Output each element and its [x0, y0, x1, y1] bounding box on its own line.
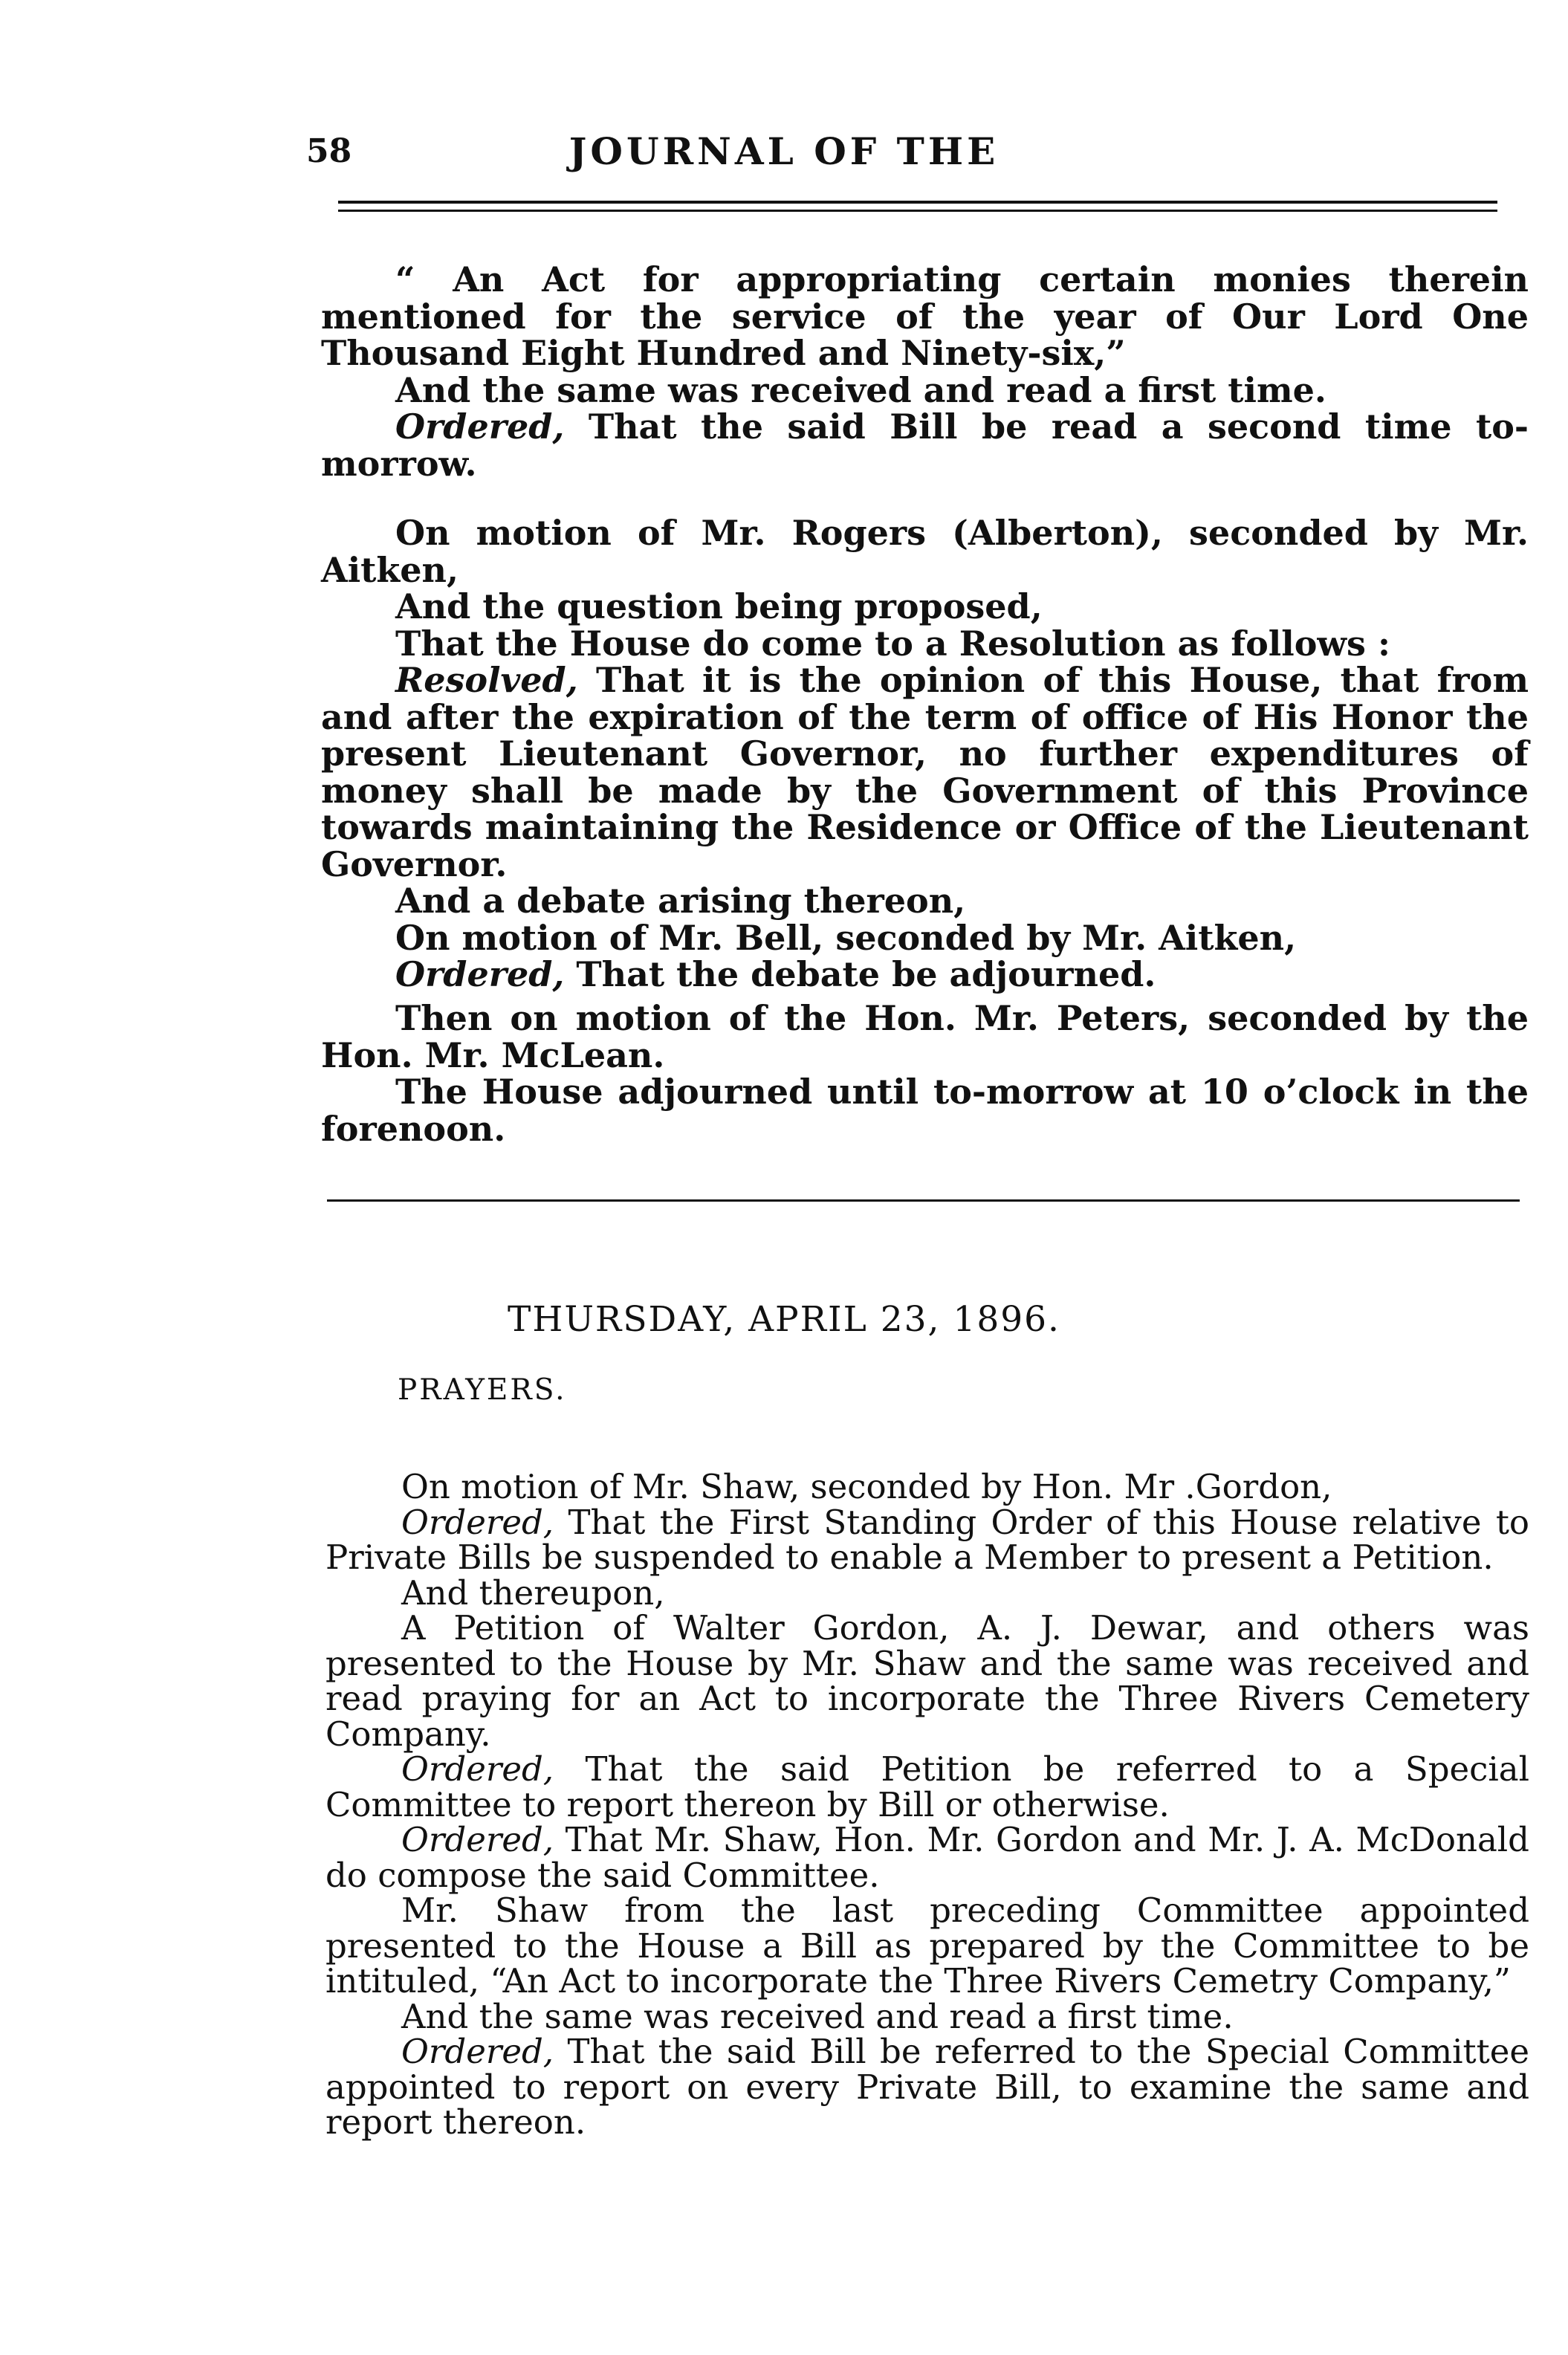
ordered-text: That the said Bill be referred to the Special Committee appointed to report on every Private Bill, to examine the same and report thereon.: [325, 2032, 1529, 2142]
bill-title-paragraph: “ An Act for appropriating certain monies therein mentioned for the service of the year of Our Lord One Thousand Eight Hundred and Ninety-six,”: [321, 259, 1529, 373]
ordered-referred-paragraph: [325, 1749, 1529, 1824]
ordered-text: That the said Bill be read a second time to-morrow.: [321, 406, 1529, 484]
question-proposed-paragraph: And the question being proposed,: [395, 586, 1043, 626]
prayers-heading: PRAYERS.: [398, 1373, 567, 1407]
committee-bill-paragraph: Mr. Shaw from the last preceding Committee appointed presented to the House a Bill as prepared by the Committee to be intituled, “An Act to incorporate the Three Rivers Cemetry Company,”: [325, 1891, 1529, 2001]
ordered-label: Ordered,: [401, 1820, 554, 1859]
resolution-section: [321, 515, 1529, 994]
motion-peters-paragraph: Then on motion of the Hon. Mr. Peters, seconded by the Hon. Mr. McLean.: [321, 998, 1529, 1075]
ordered-standing-order-paragraph: [325, 1502, 1529, 1577]
ordered-special-committee-paragraph: [325, 2034, 1529, 2140]
ordered-label: Ordered,: [401, 1502, 554, 1542]
ordered-label: Ordered,: [395, 954, 565, 994]
running-title: JOURNAL OF THE: [568, 129, 1000, 173]
debate-arising-paragraph: And a debate arising thereon,: [395, 881, 966, 921]
resolved-text: That it is the opinion of this House, that from and after the expiration of the term of office of His Honor the present Lieutenant Governor, no further expenditures of money shall be made by the Government of this Province towards maintaining the Residence or Office of the Lieutenant Governor.: [321, 660, 1529, 884]
page-number: 58: [306, 132, 352, 170]
ordered-label: Ordered,: [401, 2032, 554, 2071]
resolution-intro-paragraph: That the House do come to a Resolution as follows :: [395, 623, 1390, 664]
ordered-second-reading-paragraph: [321, 406, 1529, 484]
thereupon-paragraph: And thereupon,: [401, 1572, 665, 1613]
ordered-text: That Mr. Shaw, Hon. Mr. Gordon and Mr. J. A. McDonald do compose the said Committee.: [325, 1820, 1529, 1895]
header-rule-top: [338, 201, 1497, 204]
ordered-adjourned-paragraph: [321, 956, 1529, 994]
motion-rogers-paragraph: On motion of Mr. Rogers (Alberton), seconded by Mr. Aitken,: [321, 513, 1529, 590]
ordered-text: That the First Standing Order of this House relative to Private Bills be suspended to enable a Member to present a Petition.: [325, 1502, 1529, 1577]
ordered-text: That the said Petition be referred to a Special Committee to report thereon by Bill or otherwise.: [325, 1749, 1529, 1824]
motion-shaw-paragraph: On motion of Mr. Shaw, seconded by Hon. Mr .Gordon,: [401, 1467, 1332, 1506]
ordered-committee-paragraph: [325, 1822, 1529, 1893]
date-heading: THURSDAY, APRIL 23, 1896.: [507, 1299, 1060, 1340]
petition-paragraph: A Petition of Walter Gordon, A. J. Dewar, and others was presented to the House by Mr. Shaw and the same was received and read praying for an Act to incorporate the Three Rivers Cemetery Company.: [325, 1608, 1529, 1754]
section-divider-rule: [327, 1199, 1520, 1202]
adjournment-section: [321, 1000, 1529, 1147]
ordered-text: That the debate be adjourned.: [564, 954, 1156, 994]
house-adjourned-paragraph: The House adjourned until to-morrow at 10 o’clock in the forenoon.: [321, 1072, 1529, 1149]
header-rule-bottom: [338, 210, 1497, 212]
resolved-paragraph: [321, 662, 1529, 883]
received-paragraph: And the same was received and read a first time.: [395, 369, 1326, 410]
motion-bell-paragraph: On motion of Mr. Bell, seconded by Mr. Aitken,: [395, 917, 1297, 958]
bill-received-paragraph: And the same was received and read a first time.: [401, 1996, 1234, 2036]
bill-first-reading-section: [321, 259, 1529, 484]
ordered-label: Ordered,: [395, 406, 565, 447]
ordered-label: Ordered,: [401, 1749, 554, 1789]
resolved-label: Resolved,: [395, 660, 578, 700]
petition-section: [325, 1469, 1529, 2140]
